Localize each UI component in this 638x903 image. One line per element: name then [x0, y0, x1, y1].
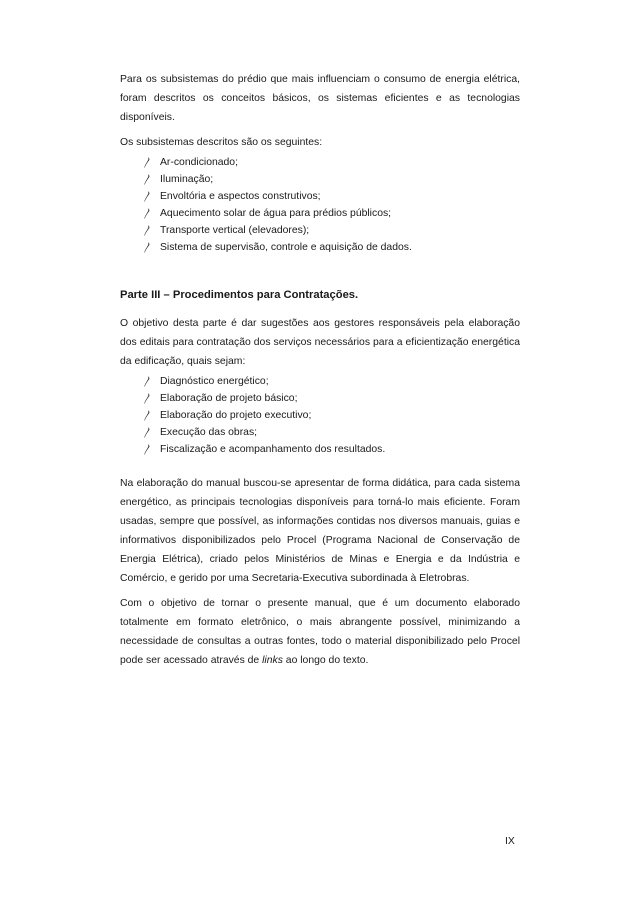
page-number: IX [505, 836, 515, 847]
bullet-icon: 〳 [142, 426, 153, 439]
document-body [120, 70, 520, 676]
section-heading: Parte III – Procedimentos para Contratações. [120, 289, 359, 301]
paragraph-manual-description: Na elaboração do manual buscou-se apresentar de forma didática, para cada sistema energético, as principais tecnologias disponíveis para torná-lo mais eficiente. Foram usadas, sempre que possível, as informações contidas nos diversos manuais, guias e informativos disponibilizados pelo Procel (Programa Nacional de Conservação de Energia Elétrica), criado pelos Ministérios de Minas e Energia e da Indústria e Comércio, e gerido por uma Secretaria-Executiva subordinada à Eletrobras. [120, 478, 520, 584]
list-item: 〳 Sistema de supervisão, controle e aquisição de dados. [142, 241, 412, 254]
bullet-icon: 〳 [142, 241, 153, 254]
bullet-icon: 〳 [142, 207, 153, 220]
bullet-icon: 〳 [142, 190, 153, 203]
list-item: 〳 Fiscalização e acompanhamento dos resultados. [142, 443, 386, 456]
list-item: 〳 Diagnóstico energético; [142, 375, 269, 388]
paragraph-procedures-intro: O objetivo desta parte é dar sugestões aos gestores responsáveis pela elaboração dos editais para contratação dos serviços necessários para a eficientização energética da edificação, quais sejam: [120, 318, 520, 367]
bullet-icon: 〳 [142, 392, 153, 405]
list-item: 〳 Ar-condicionado; [142, 156, 238, 169]
paragraph-manual-objective: Com o objetivo de tornar o presente manual, que é um documento elaborado totalmente em formato eletrônico, o mais abrangente possível, minimizando a necessidade de consultas a outras fontes, todo o material disponibilizado pelo Procel pode ser acessado através de links ao longo do texto. [120, 598, 520, 666]
bullet-icon: 〳 [142, 156, 153, 169]
list-item: 〳 Iluminação; [142, 173, 214, 186]
bullet-icon: 〳 [142, 409, 153, 422]
list-item: 〳 Elaboração de projeto básico; [142, 392, 298, 405]
procedures-list [120, 373, 520, 458]
list-item: 〳 Elaboração do projeto executivo; [142, 409, 312, 422]
bullet-icon: 〳 [142, 173, 153, 186]
list-item: 〳 Transporte vertical (elevadores); [142, 224, 310, 237]
list-item: 〳 Envoltória e aspectos construtivos; [142, 190, 321, 203]
bullet-icon: 〳 [142, 224, 153, 237]
subsystems-list [120, 154, 520, 256]
list-item: 〳 Execução das obras; [142, 426, 258, 439]
paragraph-subsystems-intro: Para os subsistemas do prédio que mais influenciam o consumo de energia elétrica, foram descritos os conceitos básicos, os sistemas eficientes e as tecnologias disponíveis. [120, 74, 520, 123]
list-item: 〳 Aquecimento solar de água para prédios públicos; [142, 207, 392, 220]
bullet-icon: 〳 [142, 443, 153, 456]
bullet-icon: 〳 [142, 375, 153, 388]
paragraph-subsystems-list-intro: Os subsistemas descritos são os seguintes: [120, 137, 323, 148]
links-word: links [262, 655, 283, 666]
